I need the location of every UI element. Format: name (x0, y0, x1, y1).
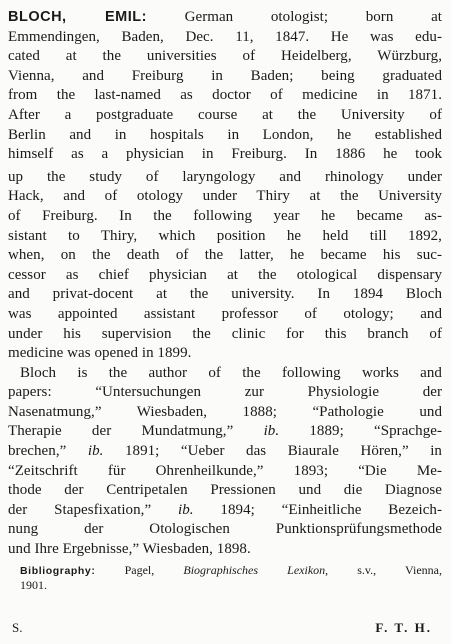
works-line: “Zeitschrift für Ohrenheilkunde,” 1893; “Die Me- (8, 462, 442, 479)
text-line: under his supervision the clinic for this branch of (8, 325, 442, 342)
text-line: sistant to Thiry, which position he held till 1892, (8, 227, 442, 244)
works-line: papers: “Untersuchungen zur Physiologie der (8, 384, 442, 401)
text-line: Vienna, and Freiburg in Baden; being graduated (8, 67, 442, 84)
works-line: brechen,” ib. 1891; “Ueber das Biaurale Hören,” in (8, 443, 442, 460)
text-line: Berlin and in hospitals in London, he established (8, 126, 442, 143)
text-line: of Freiburg. In the following year he became as- (8, 207, 442, 224)
first-line-text: German otologist; born at (146, 9, 442, 25)
text-line: was appointed assistant professor of otology; and (8, 305, 442, 322)
text-line: up the study of laryngology and rhinology under (8, 168, 442, 185)
text-line: After a postgraduate course at the University of (8, 106, 442, 123)
works-line: der Stapesfixation,” ib. 1894; “Einheitliche Bezeich- (8, 501, 443, 518)
works-line: Therapie der Mundatmung,” ib. 1889; “Sprachge- (8, 423, 442, 440)
works-line: Nasenatmung,” Wiesbaden, 1888; “Pathologie und (8, 403, 442, 420)
text-line: himself as a physician in Freiburg. In 1886 he took (8, 146, 442, 163)
works-line: Bloch is the author of the following works and (20, 364, 442, 381)
text-line: from the last-named as doctor of medicine in 1871. (8, 87, 442, 104)
article-entry (8, 8, 442, 592)
text-line: Hack, and of otology under Thiry at the University (8, 188, 442, 205)
text-line: cessor as chief physician at the otological dispensary (8, 266, 442, 283)
works-line: und Ihre Ergebnisse,” Wiesbaden, 1898. (8, 541, 251, 558)
text-line: and privat-docent at the university. In 1894 Bloch (8, 286, 442, 303)
text-line: Emmendingen, Baden, Dec. 11, 1847. He was edu- (8, 28, 442, 45)
text-line (8, 8, 442, 28)
works-line: nung der Otologischen Punktionsprüfungsmethode (8, 521, 442, 538)
author-initials: F. T. H. (375, 620, 432, 635)
bibliography-label: Bibliography: (20, 564, 96, 577)
bibliography: Bibliography: Pagel, Biographisches Lexikon, s.v., Vienna, (20, 562, 442, 577)
text-line: medicine was opened in 1899. (8, 345, 192, 362)
headword: BLOCH, EMIL: (8, 9, 147, 25)
works-line: thode der Centripetalen Pressionen und die Diagnose (8, 482, 442, 499)
bibliography-year: 1901. (20, 577, 47, 592)
signature-left: S. (12, 620, 23, 635)
text-line: cated at the universities of Heidelberg, Würzburg, (8, 48, 442, 65)
bibliography-title: Biographisches Lexikon (183, 562, 326, 577)
text-line: when, on the death of the latter, he became his suc- (8, 247, 442, 264)
